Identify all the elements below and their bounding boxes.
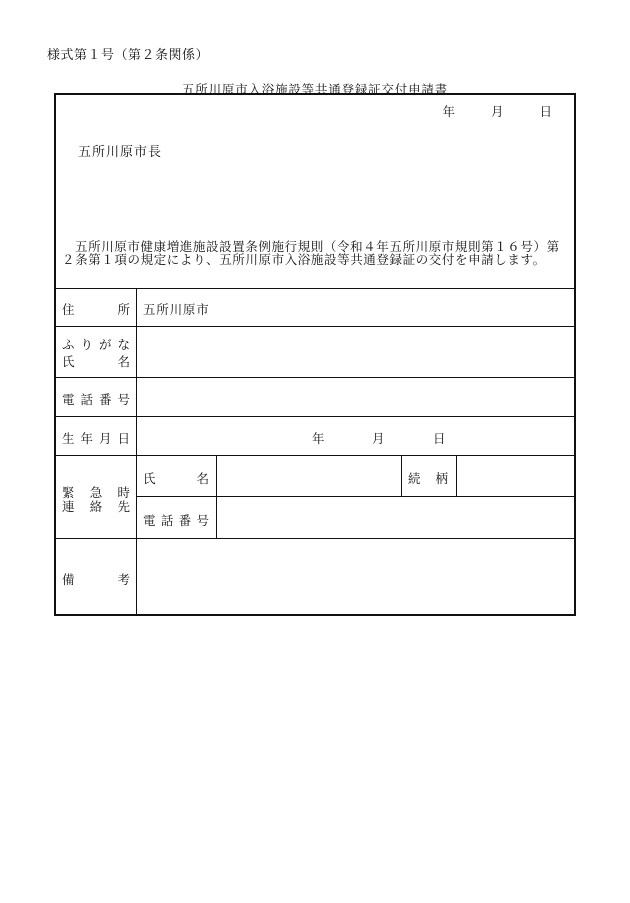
application-form-frame bbox=[54, 93, 576, 616]
emergency-contact-label: 緊 急 時 連 絡 先 bbox=[56, 456, 137, 538]
phone-field[interactable] bbox=[143, 384, 568, 410]
emergency-phone-field[interactable] bbox=[222, 503, 568, 531]
emergency-divider bbox=[136, 496, 574, 497]
phone-row bbox=[56, 378, 574, 417]
address-label: 住 所 bbox=[56, 288, 137, 326]
birthdate-day-label: 日 bbox=[433, 431, 446, 446]
name-field[interactable] bbox=[143, 333, 568, 371]
date-day-label: 日 bbox=[539, 104, 552, 119]
application-header-section bbox=[56, 95, 574, 289]
emergency-name-field[interactable] bbox=[222, 462, 394, 490]
name-row bbox=[56, 327, 574, 378]
form-title: 五所川原市入浴施設等共通登録証交付申請書 bbox=[181, 82, 448, 97]
application-statement: 五所川原市健康増進施設設置条例施行規則（令和４年五所川原市規則第１６号）第２条第１項の規定により、五所川原市入浴施設等共通登録証の交付を申請します。 bbox=[62, 239, 560, 267]
application-date bbox=[442, 102, 552, 120]
remarks-field[interactable] bbox=[143, 545, 568, 605]
relation-left-divider bbox=[401, 456, 402, 496]
remarks-label: 備 考 bbox=[56, 539, 137, 614]
date-month-label: 月 bbox=[490, 104, 504, 119]
relation-label: 続 柄 bbox=[408, 471, 448, 486]
date-year-label: 年 bbox=[442, 104, 455, 119]
emergency-name-label: 氏 名 bbox=[143, 471, 209, 486]
birthdate-label: 生 年 月 日 bbox=[56, 417, 137, 455]
relation-field[interactable] bbox=[462, 462, 568, 490]
relation-right-divider bbox=[456, 456, 457, 496]
form-number: 様式第１号（第２条関係） bbox=[47, 48, 210, 63]
birthdate-year-label: 年 bbox=[312, 431, 325, 446]
emergency-phone-label: 電 話 番 号 bbox=[143, 513, 209, 528]
emergency-contact-row bbox=[56, 456, 574, 539]
address-value[interactable]: 五所川原市 bbox=[143, 302, 210, 317]
phone-label: 電 話 番 号 bbox=[56, 378, 137, 416]
addressee: 五所川原市長 bbox=[78, 145, 163, 160]
address-row bbox=[56, 288, 574, 327]
birthdate-row bbox=[56, 417, 574, 456]
name-label: ふ り が な 氏 名 bbox=[56, 327, 137, 377]
emergency-subfield-divider bbox=[216, 456, 217, 538]
remarks-row bbox=[56, 539, 574, 614]
birthdate-month-label: 月 bbox=[372, 431, 385, 446]
